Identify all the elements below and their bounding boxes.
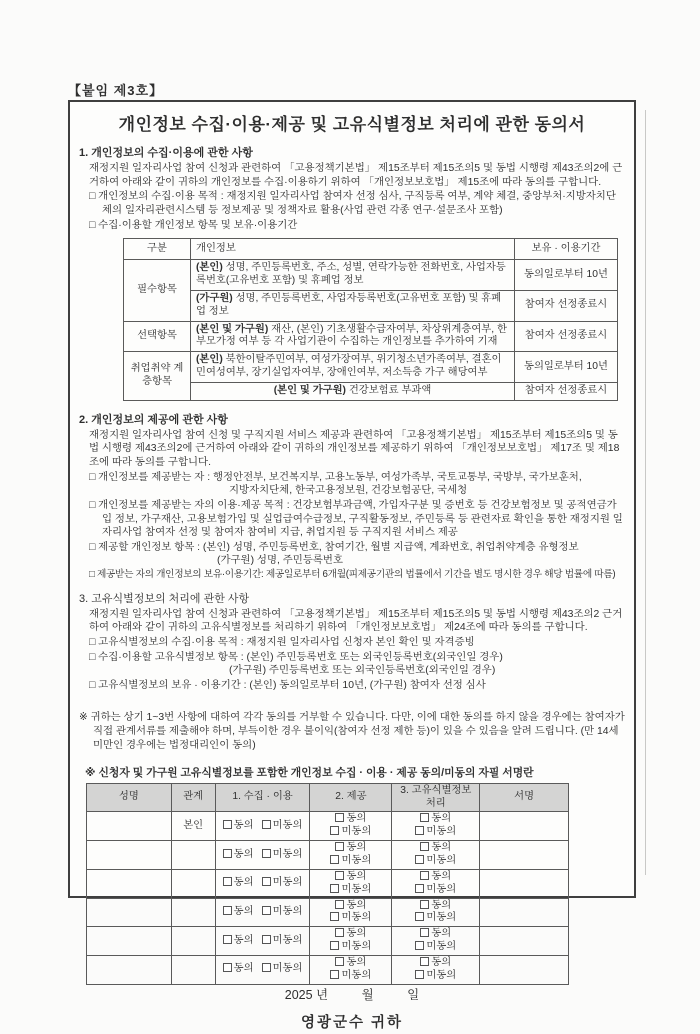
section3-bullet-period: □ 고유식별정보의 보유 · 이용기간 : (본인) 동의일로부터 10년, (가구원) 참여자 선정 심사 [89,679,486,691]
name-field[interactable] [87,869,172,898]
checkbox-icon [420,871,429,880]
name-field[interactable] [87,927,172,956]
period-cell: 참여자 선정종료시 [515,290,618,321]
section1-intro: 재정지원 일자리사업 참여 신청과 관련하여 「고용정책기본법」 제15조부터 제15조의5 및 동법 시행령 제43조의2에 근거하여 아래와 같이 귀하의 개인정보를 수집·이용하기 위하여 「개인정보보호법」 제15조에 따라 동의를 구합니다. [89,163,623,188]
checkbox-icon [223,849,232,858]
checkbox-icon [330,912,339,921]
checkbox-icon [335,813,344,822]
signature-field[interactable] [480,841,569,870]
info-detail: 성명, 주민등록번호, 주소, 성별, 연락가능한 전화번호, 사업자등록번호(고유번호 포함) 및 휴폐업 정보 [196,262,506,286]
info-detail: 건강보험료 부과액 [345,385,432,396]
signature-field[interactable] [480,869,569,898]
section3-bullet-items: □ 수집·이용할 고유식별정보 항목 : (본인) 주민등록번호 또는 외국인등록번호(외국인일 경우) [89,651,503,663]
collect-consent-cell [215,956,310,985]
section3-heading: 3. 고유식별정보의 처리에 관한 사항 [79,592,250,605]
checkbox-icon [330,855,339,864]
uniqueid-consent-cell [392,869,480,898]
relation-cell: 본인 [171,812,215,841]
provide-consent-cell [310,898,392,927]
checkbox-icon [335,928,344,937]
col-header-sign: 서명 [480,783,569,812]
table-header-row [124,239,618,260]
agree-label: 동의 [431,957,452,969]
checkbox-icon [415,826,424,835]
agree-label: 동의 [346,928,367,940]
info-detail: 성명, 주민등록번호, 사업자등록번호(고유번호 포함) 및 휴폐업 정보 [196,292,502,317]
uniqueid-consent-cell [392,812,480,841]
col-header-collect: 1. 수집 · 이용 [215,783,310,812]
provide-consent-cell [310,841,392,870]
refusal-notice: ※ 귀하는 상기 1~3번 사항에 대하여 각각 동의를 거부할 수 있습니다. 다만, 이에 대한 동의를 하지 않을 경우에는 참여자가 직접 관계서류를 제출해야 하며, 부득이한 경우 불이익(참여자 선정 제한 등)이 있을 수 있음을 알려 드립니다. (만 14세 미만인 경우에는 법정대리인이 동의) [79,711,625,751]
checkbox-icon [420,813,429,822]
subject-label: (본인 및 가구원) [273,385,346,396]
disagree-label: 미동의 [341,912,372,924]
disagree-label: 미동의 [426,941,457,953]
category-required: 필수항목 [124,260,191,321]
disagree-option[interactable] [330,941,371,952]
checkbox-icon [262,849,271,858]
period-cell: 참여자 선정종료시 [515,383,618,401]
date-year: 2025 [284,987,313,1002]
checkbox-icon [415,884,424,893]
uniqueid-consent-cell [392,898,480,927]
disagree-label: 미동의 [341,855,372,866]
name-field[interactable] [87,841,172,870]
disagree-label: 미동의 [426,969,457,981]
form-footer [79,985,625,1034]
signature-table-body [87,812,569,984]
table-row [124,260,618,291]
signature-field[interactable] [480,812,569,841]
checkbox-icon [335,900,344,909]
relation-cell [171,898,215,927]
signature-row [87,927,569,956]
checkbox-icon [420,928,429,937]
checkbox-icon [415,970,424,979]
checkbox-icon [335,871,344,880]
agree-option[interactable] [223,820,254,831]
info-cell [191,260,515,291]
subject-label: (본인 및 가구원) [196,323,269,335]
signature-row [87,956,569,985]
signature-field[interactable] [480,956,569,985]
period-cell: 참여자 선정종료시 [515,321,618,352]
disagree-label: 미동의 [426,883,457,895]
info-cell [191,290,515,321]
checkbox-icon [420,900,429,909]
disagree-label: 미동의 [341,941,372,953]
checkbox-icon [223,877,232,886]
disagree-option[interactable] [330,912,371,923]
disagree-option[interactable] [262,906,303,917]
disagree-option[interactable] [415,970,456,981]
info-cell [191,321,515,352]
name-field[interactable] [87,898,172,927]
subject-label: (본인) [196,262,223,274]
section1-bullet-items: □ 수집·이용할 개인정보 항목 및 보유·이용기간 [89,219,298,231]
disagree-label: 미동의 [272,963,303,975]
disagree-label: 미동의 [426,855,457,866]
col-header-period: 보유 · 이용기간 [515,239,618,260]
provide-consent-cell [310,956,392,985]
agree-option[interactable] [335,813,366,824]
section2-bullet-items: □ 제공할 개인정보 항목 : (본인) 성명, 주민등록번호, 참여기간, 월별 지급액, 계좌번호, 취업취약계층 유형정보 [89,541,579,553]
disagree-option[interactable] [330,855,371,866]
agree-label: 동의 [431,870,452,882]
section2-intro: 재정지원 일자리사업 참여 신청 및 구직지원 서비스 제공과 관련하여 「고용정책기본법」 제15조부터 제15조의5 및 동법 시행령 제43조의2에 근거하여 아래와 같이 귀하의 개인정보를 제공하기 위하여 「개인정보보호법」 제17조 및 제18조에 따라 동의를 구합니다. [89,429,620,469]
info-detail: 재산, (본인) 기초생활수급자여부, 차상위계층여부, 한부모가정 여부 등 각 사업기관이 수집하는 개인정보를 추가하여 기재 [196,323,507,348]
section2-bullet-purpose: □ 개인정보를 제공받는 자의 이용·제공 목적 : 건강보험부과금액, 가입자구분 및 증번호 등 건강보험정보 및 공적연금가입 정보, 가구재산, 고용보험가입 및 실업급여수급정보, 구직활동정보, 주민등록 등 관련자료 확인을 통한 재정지원 일자리사업 참여자 선정 및 참여자 참여비 지급, 취업지원 등 구직지원 서비스 제공 [89,499,623,539]
agree-label: 동의 [431,842,452,854]
agree-option[interactable] [420,957,451,968]
agree-option[interactable] [420,928,451,939]
disagree-option[interactable] [415,912,456,923]
section1-heading: 1. 개인정보의 수집·이용에 관한 사항 [79,147,253,159]
agree-label: 동의 [431,928,452,940]
relation-cell [171,841,215,870]
checkbox-icon [420,957,429,966]
agree-option[interactable] [420,842,451,853]
checkbox-icon [420,842,429,851]
collect-consent-cell [215,927,310,956]
collect-consent-cell [215,812,310,841]
uniqueid-consent-cell [392,841,480,870]
checkbox-icon [223,963,232,972]
day-label: 일 [407,987,420,1002]
date-line [79,985,625,1003]
disagree-label: 미동의 [272,906,303,917]
section2-bullet-recipients-cont: 지방자치단체, 한국고용정보원, 건강보험공단, 국세청 [229,485,468,497]
section-collection-use [79,144,625,403]
agree-label: 동의 [431,899,452,911]
section-unique-id [79,590,625,693]
agree-label: 동의 [233,934,254,946]
signature-field[interactable] [480,898,569,927]
category-vulnerable: 취업취약 계층항목 [124,352,191,401]
agree-label: 동의 [233,877,254,889]
disagree-option[interactable] [262,935,303,946]
month-label: 월 [361,987,374,1002]
relation-cell [171,869,215,898]
col-header-uniqueid: 3. 고유식별정보처리 [392,783,480,812]
info-detail: 북한이탈주민여부, 여성가장여부, 위기청소년가족여부, 결혼이민여성여부, 장기실업자여부, 장애인여부, 저소득층 가구 해당여부 [196,354,502,379]
agree-option[interactable] [223,935,254,946]
subject-label: (가구원) [196,292,233,304]
agree-option[interactable] [420,871,451,882]
collect-consent-cell [215,841,310,870]
uniqueid-consent-cell [392,927,480,956]
provide-consent-cell [310,927,392,956]
disagree-label: 미동의 [272,819,303,831]
table-row [124,290,618,321]
agree-label: 동의 [346,899,367,911]
category-optional: 선택항목 [124,321,191,352]
agree-option[interactable] [420,900,451,911]
agree-label: 동의 [233,819,254,831]
relation-cell [171,927,215,956]
checkbox-icon [262,935,271,944]
table-row [124,352,618,383]
consent-form [68,100,636,1031]
agree-option[interactable] [223,877,254,888]
table-row [124,321,618,352]
signature-row [87,898,569,927]
period-cell: 동의일로부터 10년 [515,260,618,291]
col-header-category: 구분 [124,239,191,260]
signature-table [86,783,569,985]
document-title: 개인정보 수집·이용·제공 및 고유식별정보 처리에 관한 동의서 [118,115,586,134]
signature-table-title: ※ 신청자 및 가구원 고유식별정보를 포함한 개인정보 수집 · 이용 · 제공 동의/미동의 자필 서명란 [85,766,534,779]
section3-intro: 재정지원 일자리사업 참여 신청과 관련하여 「고용정책기본법」 제15조부터 제15조의5 및 동법 시행령 제43조의2 근거하여 아래와 같이 귀하의 고유식별정보를 처리하기 위하여 「개인정보보호법」 제24조에 따라 동의를 구합니다. [89,608,623,634]
checkbox-icon [223,906,232,915]
checkbox-icon [335,957,344,966]
signature-row [87,841,569,870]
year-label: 년 [316,987,329,1002]
checkbox-icon [415,912,424,921]
collect-consent-cell [215,869,310,898]
collect-consent-cell [215,898,310,927]
agree-label: 동의 [346,813,367,825]
agree-label: 동의 [233,906,254,917]
checkbox-icon [330,826,339,835]
period-cell: 동의일로부터 10년 [515,352,618,383]
checkbox-icon [330,941,339,950]
agree-option[interactable] [335,900,366,911]
agree-option[interactable] [335,842,366,853]
disagree-option[interactable] [415,884,456,895]
agree-option[interactable] [223,906,254,917]
relation-cell [171,956,215,985]
disagree-label: 미동의 [341,883,372,895]
addressee: 영광군수 귀하 [300,1014,404,1031]
agree-option[interactable] [335,928,366,939]
disagree-label: 미동의 [341,826,372,838]
disagree-label: 미동의 [426,826,457,838]
disagree-label: 미동의 [426,912,457,924]
section2-heading: 2. 개인정보의 제공에 관한 사항 [79,413,228,426]
disagree-option[interactable] [415,826,456,837]
agree-option[interactable] [420,813,451,824]
checkbox-icon [223,820,232,829]
disagree-option[interactable] [415,855,456,866]
attachment-label: 【붙임 제3호】 [68,83,164,98]
signature-header-row [87,783,569,812]
provide-consent-cell [310,812,392,841]
section3-bullet-purpose: □ 고유식별정보의 수집·이용 목적 : 재정지원 일자리사업 신청자 본인 확인 및 자격증빙 [89,637,475,649]
info-cell [191,383,515,401]
checkbox-icon [335,842,344,851]
subject-label: (본인) [196,354,223,366]
disagree-label: 미동의 [272,848,303,860]
disagree-label: 미동의 [272,877,303,889]
name-field[interactable] [87,812,172,841]
agree-option[interactable] [223,849,254,860]
uniqueid-consent-cell [392,956,480,985]
checkbox-icon [415,855,424,864]
disagree-option[interactable] [262,849,303,860]
disagree-label: 미동의 [272,934,303,946]
section1-bullet-purpose: □ 개인정보의 수집·이용 목적 : 재정지원 일자리사업 참여자 선정 심사, 구직등록 여부, 계약 체결, 중앙부처·지방자치단체의 일자리관련시스템 등 정보제공 및 정책자료 활용(사업 관련 각종 연구·설문조사 포함) [89,191,616,216]
col-header-name: 성명 [87,783,172,812]
disagree-option[interactable] [330,970,371,981]
section2-bullet-recipients: □ 개인정보를 제공받는 자 : 행정안전부, 보건복지부, 고용노동부, 여성가족부, 국토교통부, 국방부, 국가보훈처, [89,471,582,483]
checkbox-icon [415,941,424,950]
agree-option[interactable] [335,957,366,968]
section-provision [79,411,625,582]
checkbox-icon [262,963,271,972]
scan-artifact-line [645,110,646,875]
disagree-option[interactable] [330,884,371,895]
agree-option[interactable] [335,871,366,882]
checkbox-icon [262,877,271,886]
disagree-option[interactable] [262,877,303,888]
checkbox-icon [262,906,271,915]
section3-bullet-items-cont: (가구원) 주민등록번호 또는 외국인등록번호(외국인일 경우) [229,665,496,677]
disagree-option[interactable] [262,963,303,974]
checkbox-icon [330,970,339,979]
section2-bullet-period: □ 제공받는 자의 개인정보의 보유·이용기간: 제공일로부터 6개월(피제공기관의 법률에서 기간을 별도 명시한 경우 해당 법률에 따름) [89,569,616,581]
personal-info-table [123,238,618,401]
info-cell [191,352,515,383]
agree-label: 동의 [346,842,367,854]
checkbox-icon [262,820,271,829]
agree-label: 동의 [431,813,452,825]
disagree-option[interactable] [330,826,371,837]
agree-label: 동의 [346,957,367,969]
provide-consent-cell [310,869,392,898]
checkbox-icon [330,884,339,893]
agree-label: 동의 [233,963,254,975]
col-header-relation: 관계 [171,783,215,812]
name-field[interactable] [87,956,172,985]
col-header-provide: 2. 제공 [310,783,392,812]
signature-row [87,812,569,841]
disagree-option[interactable] [262,820,303,831]
agree-label: 동의 [233,848,254,860]
table-row [124,383,618,401]
section2-bullet-items-cont: (가구원) 성명, 주민등록번호 [217,555,343,567]
checkbox-icon [223,935,232,944]
agree-option[interactable] [223,963,254,974]
disagree-option[interactable] [415,941,456,952]
signature-field[interactable] [480,927,569,956]
col-header-info: 개인정보 [191,239,515,260]
signature-row [87,869,569,898]
agree-label: 동의 [346,870,367,882]
disagree-label: 미동의 [341,969,372,981]
